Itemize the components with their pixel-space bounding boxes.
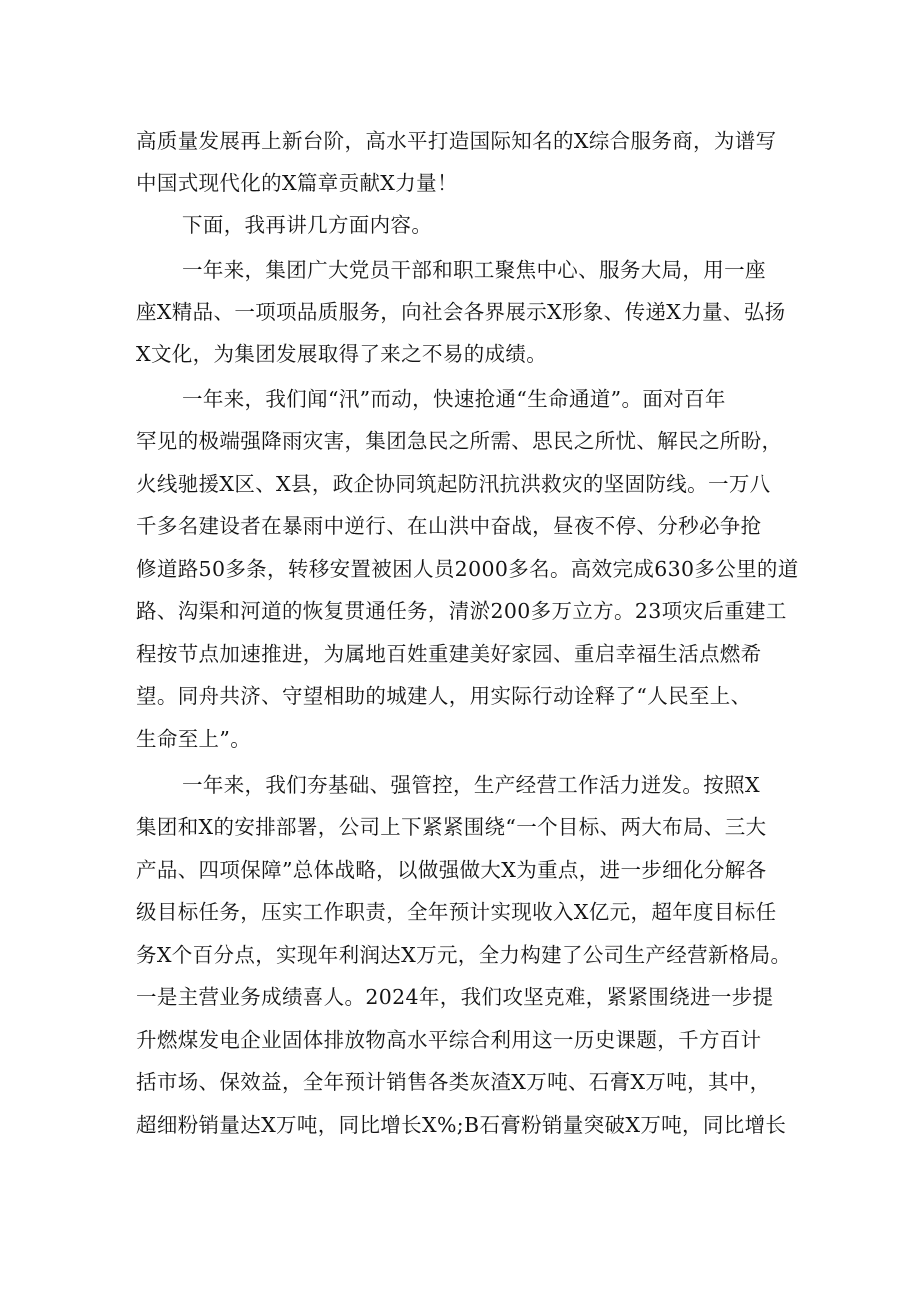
- paragraph-first-line: 下面，我再讲几方面内容。: [182, 213, 433, 237]
- text-line: 集团和X的安排部署，公司上下紧紧围绕“一个目标、两大布局、三大: [136, 815, 767, 839]
- text-line: 高质量发展再上新台阶，高水平打造国际知名的X综合服务商，为谱写: [136, 129, 777, 153]
- text-line: 超细粉销量达X万吨，同比增长X%;B石膏粉销量突破X万吨，同比增长: [136, 1113, 787, 1137]
- text-line: 望。同舟共济、守望相助的城建人，用实际行动诠释了“人民至上、: [136, 684, 752, 708]
- text-line: 一是主营业务成绩喜人。2024年，我们攻坚克难，紧紧围绕进一步提: [136, 985, 774, 1009]
- text-line: 座X精品、一项项品质服务，向社会各界展示X形象、传递X力量、弘扬: [136, 300, 786, 324]
- text-line: 级目标任务，压实工作职责，全年预计实现收入X亿元，超年度目标任: [136, 900, 777, 924]
- paragraph-first-line: 一年来，我们闻“汛”而动，快速抢通“生命通道”。面对百年: [182, 387, 726, 411]
- text-line: 中国式现代化的X篇章贡献X力量！: [136, 171, 458, 195]
- text-line: X文化，为集团发展取得了来之不易的成绩。: [136, 342, 548, 366]
- text-line: 路、沟渠和河道的恢复贯通任务，清淤200多万立方。23项灾后重建工: [136, 599, 787, 623]
- text-line: 务X个百分点，实现年利润达X万元，全力构建了公司生产经营新格局。: [136, 943, 792, 967]
- text-line: 生命至上”。: [136, 727, 252, 751]
- text-line: 火线驰援X区、X县，政企协同筑起防汛抗洪救灾的坚固防线。一万八: [136, 472, 771, 496]
- text-line: 千多名建设者在暴雨中逆行、在山洪中奋战，昼夜不停、分秒必争抢: [136, 514, 762, 538]
- text-line: 罕见的极端强降雨灾害，集团急民之所需、思民之所忧、解民之所盼，: [136, 429, 783, 453]
- text-line: 程按节点加速推进，为属地百姓重建美好家园、重启幸福生活点燃希: [136, 642, 762, 666]
- text-line: 升燃煤发电企业固体排放物高水平综合利用这一历史课题，千方百计: [136, 1028, 762, 1052]
- text-line: 修道路50多条，转移安置被困人员2000多名。高效完成630多公里的道: [136, 557, 799, 581]
- paragraph-first-line: 一年来，我们夯基础、强管控，生产经营工作活力迸发。按照X: [182, 773, 760, 797]
- text-line: 产品、四项保障”总体战略，以做强做大X为重点，进一步细化分解各: [136, 858, 767, 882]
- paragraph-first-line: 一年来，集团广大党员干部和职工聚焦中心、服务大局，用一座: [182, 258, 766, 282]
- text-line: 括市场、保效益，全年预计销售各类灰渣X万吨、石膏X万吨，其中，: [136, 1070, 771, 1094]
